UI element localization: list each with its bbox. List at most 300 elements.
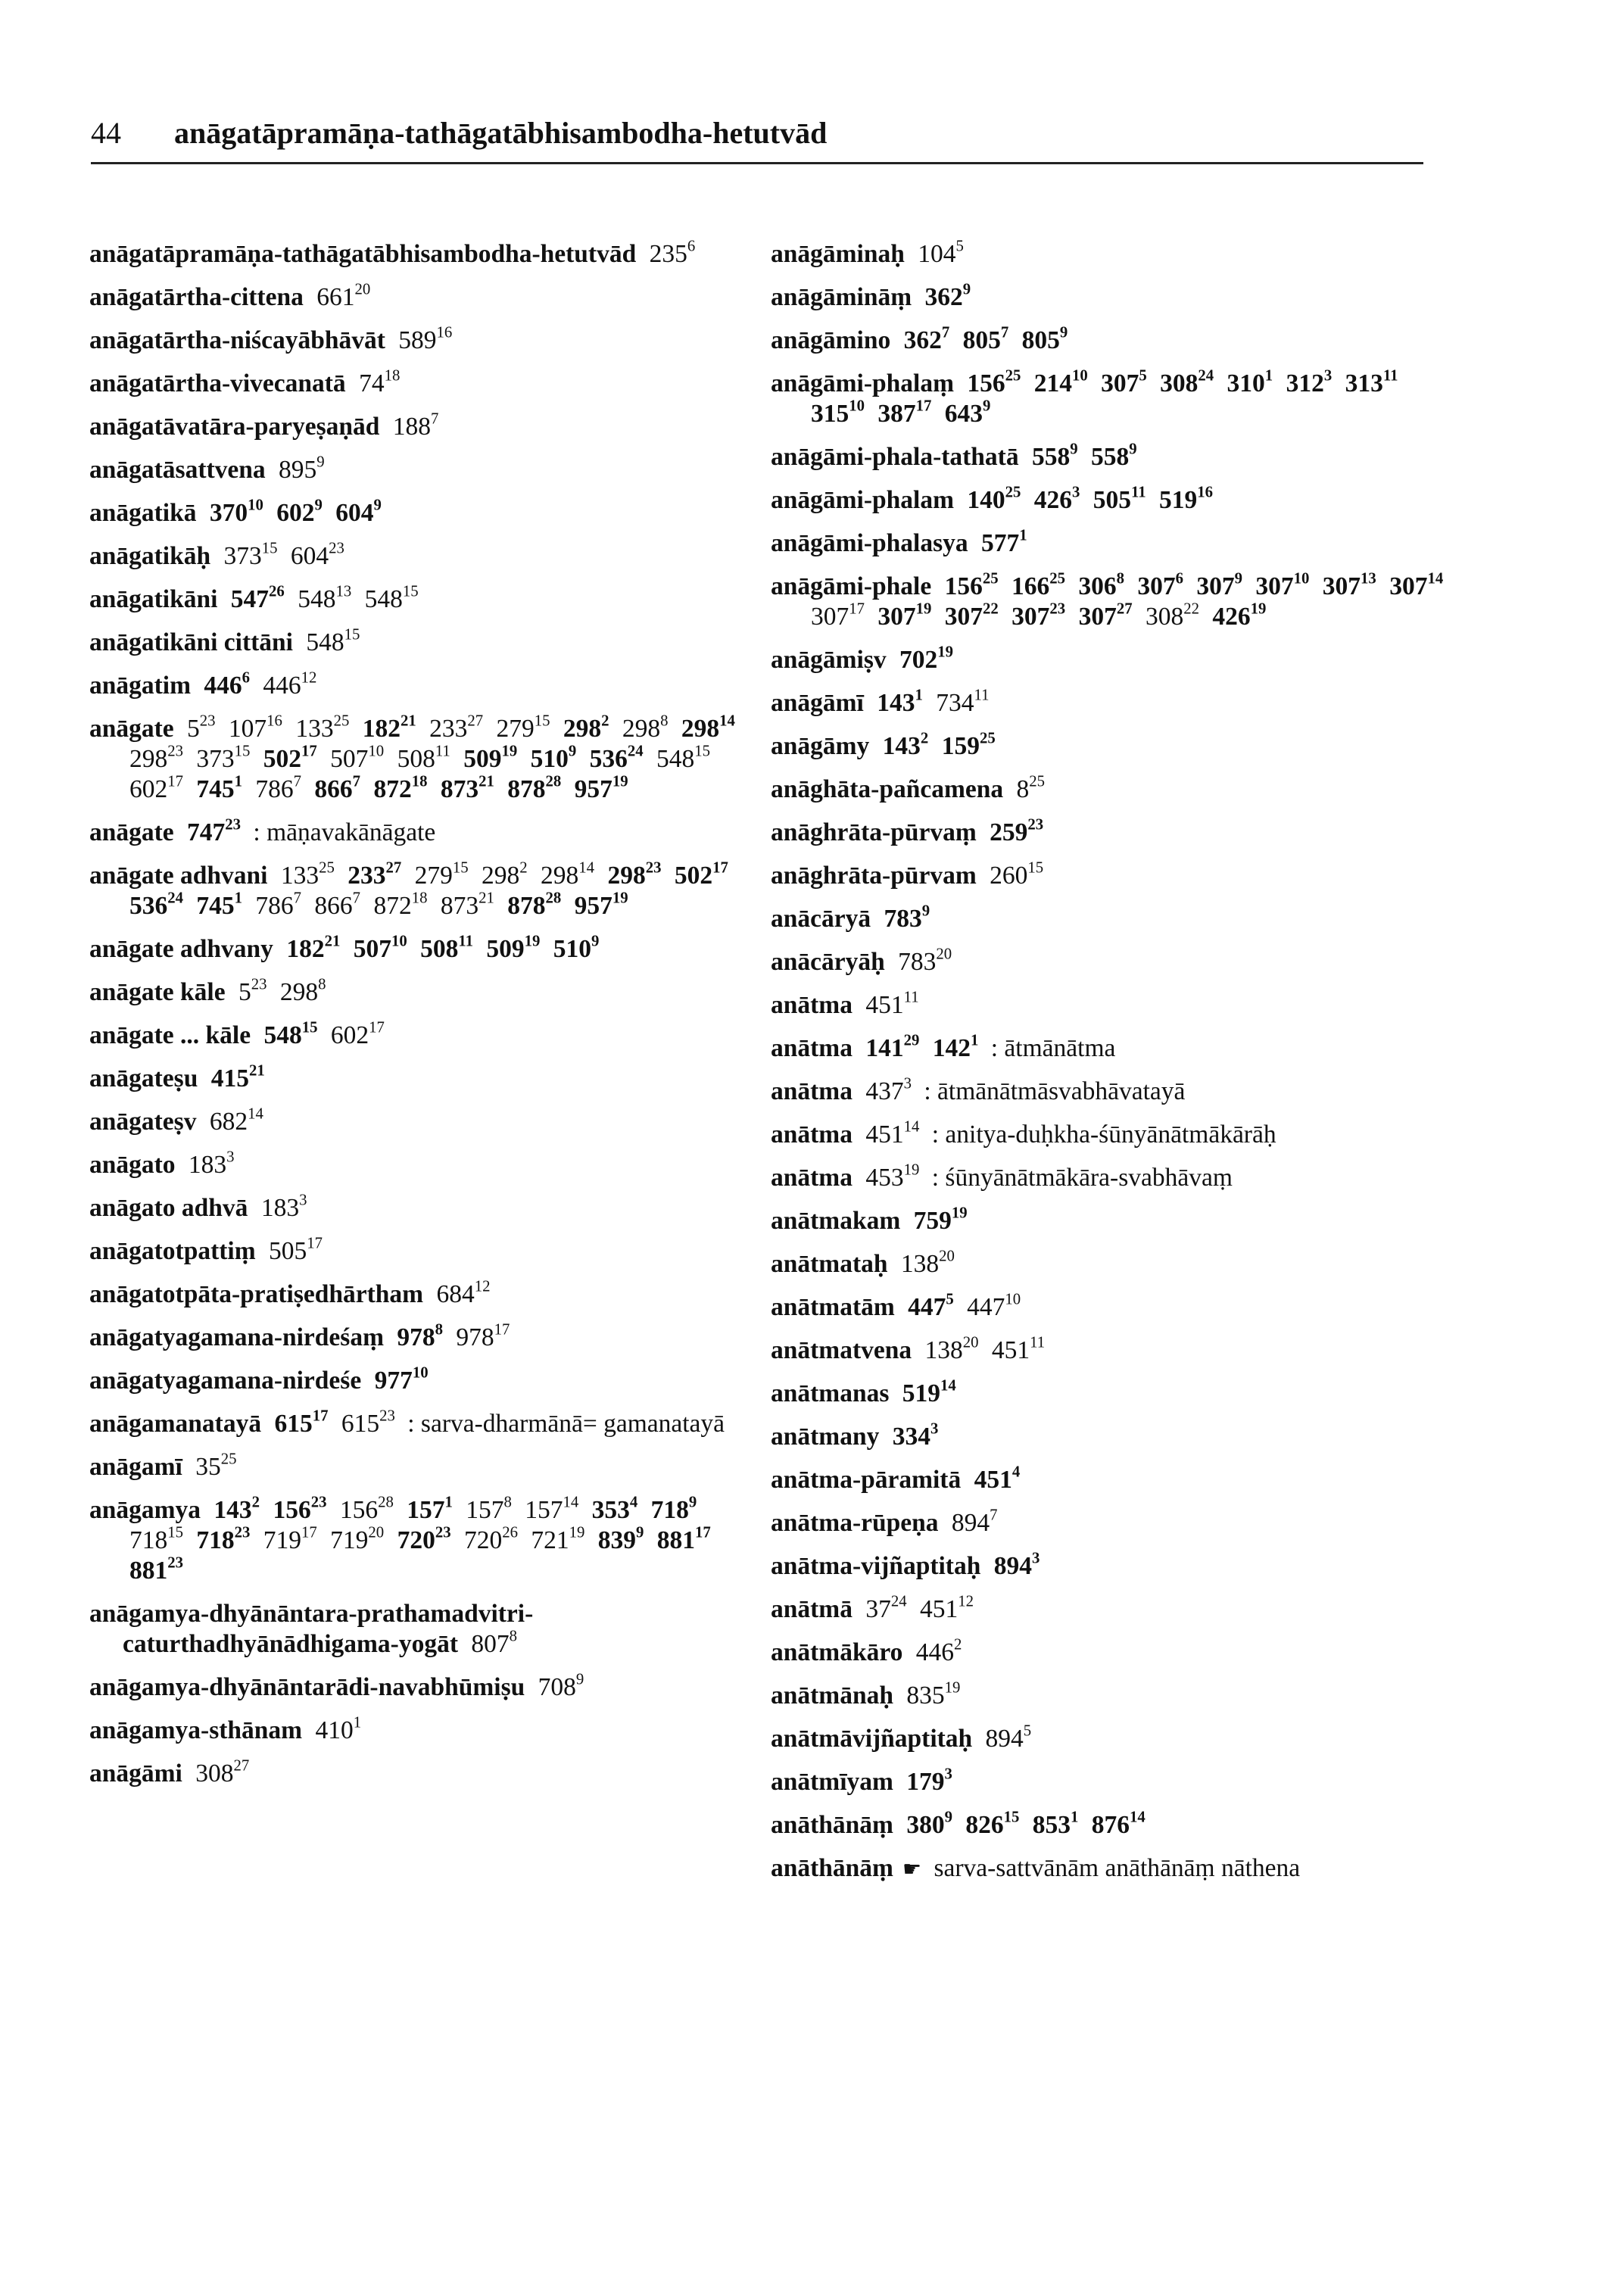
entry-headword: anāgatikā <box>89 499 197 527</box>
entry-headword: anātma <box>771 1121 853 1149</box>
entry-headword: anātmany <box>771 1423 880 1451</box>
line-number: 3 <box>930 1420 939 1438</box>
page-reference: $957^{19}$ <box>574 772 628 803</box>
line-number: 11 <box>1131 483 1146 501</box>
page-reference: $387^{17}$ <box>877 397 932 428</box>
index-entry <box>771 1033 1452 1064</box>
page-reference: $308^{24}$ <box>1160 366 1214 397</box>
line-number: 15 <box>344 625 360 644</box>
entry-headword: anātma <box>771 991 853 1019</box>
page-reference: $307^9$ <box>1196 569 1243 600</box>
page-reference: $745^1$ <box>196 772 243 803</box>
page-reference: $684^{12}$ <box>436 1277 491 1308</box>
page-reference: $107^{16}$ <box>228 712 282 743</box>
page-reference: $510^9$ <box>553 932 600 963</box>
page-reference: $156^{25}$ <box>944 569 999 600</box>
index-entry <box>771 239 1452 270</box>
line-number: 10 <box>1005 1290 1021 1308</box>
index-entry <box>89 861 763 921</box>
page-reference: $978^8$ <box>397 1320 443 1351</box>
line-number: 22 <box>983 600 999 618</box>
cross-reference: sarva-sattvānām anāthānāṃ nāthena <box>934 1854 1301 1882</box>
line-number: 24 <box>627 742 644 760</box>
page-reference: $866^7$ <box>314 889 361 920</box>
entry-headword: anāghrāta-pūrvaṃ <box>771 818 977 846</box>
page-reference: $133^{25}$ <box>295 712 350 743</box>
page-reference: $604^9$ <box>335 496 382 527</box>
index-entry <box>771 1767 1452 1797</box>
page-reference: $310^1$ <box>1227 366 1273 397</box>
line-number: 18 <box>411 889 428 907</box>
index-entry <box>89 239 763 270</box>
index-entry <box>89 1150 763 1180</box>
line-number: 23 <box>234 1523 251 1541</box>
line-number: 21 <box>400 712 416 730</box>
line-number: 22 <box>1183 600 1199 618</box>
page-reference: $279^{15}$ <box>414 859 469 890</box>
line-number: 19 <box>951 1204 968 1222</box>
page-reference: $536^{24}$ <box>589 742 644 773</box>
page-reference: $615^{23}$ <box>341 1407 395 1438</box>
line-number: 6 <box>242 669 251 687</box>
page-reference: $451^{11}$ <box>991 1333 1046 1364</box>
line-number: 9 <box>1059 323 1068 341</box>
page-reference: $878^{28}$ <box>507 889 562 920</box>
page-reference: $805^7$ <box>962 323 1009 354</box>
entry-headword: anāgāmināṃ <box>771 283 912 311</box>
index-entry <box>89 671 763 701</box>
page-reference: $446^6$ <box>204 669 251 700</box>
page-reference: $977^{10}$ <box>374 1364 429 1395</box>
page-reference: $519^{16}$ <box>1159 483 1214 514</box>
page-reference: $451^{12}$ <box>919 1592 974 1623</box>
entry-headword: anāghrāta-pūrvam <box>771 862 977 890</box>
line-number: 27 <box>1116 600 1133 618</box>
line-number: 17 <box>307 1234 323 1252</box>
page-reference: $5^{23}$ <box>238 975 267 1006</box>
page-reference: $602^{17}$ <box>129 772 184 803</box>
line-number: 25 <box>1049 569 1065 588</box>
line-number: 19 <box>569 1523 585 1541</box>
index-entry <box>771 1249 1452 1279</box>
line-number: 9 <box>568 742 577 760</box>
index-entry <box>89 541 763 572</box>
line-number: 9 <box>1129 440 1137 458</box>
line-number: 9 <box>635 1523 644 1541</box>
entry-headword: anātma-pāramitā <box>771 1466 962 1494</box>
page-reference: $259^{23}$ <box>990 815 1044 846</box>
page-reference: $786^7$ <box>255 889 302 920</box>
page-reference: $602^{17}$ <box>330 1018 385 1049</box>
line-number: 23 <box>1049 600 1066 618</box>
line-number: 23 <box>167 1554 184 1572</box>
entry-headword: anātmānaḥ <box>771 1682 893 1710</box>
index-column-left <box>89 239 763 1802</box>
line-number: 13 <box>1361 569 1376 588</box>
page-reference: $957^{19}$ <box>574 889 628 920</box>
line-number: 19 <box>501 742 518 760</box>
line-number: 14 <box>719 712 735 730</box>
page-reference: $298^{23}$ <box>607 859 662 890</box>
page-reference: $308^{22}$ <box>1145 600 1199 631</box>
page-reference: $453^{19}$ <box>865 1161 920 1192</box>
page-reference: $505^{17}$ <box>268 1234 323 1265</box>
cross-reference: : ātmānātmāsvabhāvatayā <box>924 1077 1186 1105</box>
line-number: 17 <box>494 1320 510 1339</box>
line-number: 9 <box>575 1670 584 1688</box>
line-number: 5 <box>955 237 964 255</box>
line-number: 7 <box>990 1506 998 1524</box>
line-number: 9 <box>373 496 382 514</box>
page-reference: $426^{19}$ <box>1212 600 1267 631</box>
entry-headword: anāgatim <box>89 672 191 700</box>
line-number: 17 <box>712 859 728 877</box>
index-entry <box>89 1320 763 1353</box>
page-reference: $279^{15}$ <box>496 712 550 743</box>
line-number: 11 <box>974 686 990 704</box>
line-number: 27 <box>467 712 484 730</box>
page-reference: $307^{10}$ <box>1255 569 1310 600</box>
index-entry <box>771 688 1452 718</box>
line-number: 24 <box>167 889 184 907</box>
entry-headword: anāgatikāni <box>89 585 218 613</box>
page-reference: $157^1$ <box>407 1493 453 1524</box>
line-number: 4 <box>1011 1463 1021 1481</box>
page-reference: $373^{15}$ <box>196 742 251 773</box>
entry-headword: anāgate ... kāle <box>89 1021 251 1049</box>
page-reference: $894^3$ <box>993 1549 1040 1580</box>
entry-headword: anāgāmi-phalam <box>771 486 954 514</box>
page-reference: $548^{15}$ <box>263 1018 318 1049</box>
line-number: 29 <box>903 1031 920 1049</box>
page-reference: $307^{23}$ <box>1011 600 1066 631</box>
line-number: 24 <box>1198 366 1214 385</box>
line-number: 19 <box>612 889 628 907</box>
entry-headword: anāgāmi-phalasya <box>771 529 968 557</box>
entry-headword: anāgatyagamana-nirdeśaṃ <box>89 1323 384 1351</box>
page-reference: $298^8$ <box>279 975 326 1006</box>
index-entry <box>89 1366 763 1396</box>
entry-headword: anāgatārtha-vivecanatā <box>89 369 346 397</box>
line-number: 17 <box>167 772 184 790</box>
index-entry <box>771 1810 1452 1840</box>
line-number: 17 <box>312 1407 329 1425</box>
page-reference: $720^{26}$ <box>463 1523 518 1554</box>
line-number: 14 <box>903 1117 920 1136</box>
index-entry <box>89 1713 763 1746</box>
index-entry <box>771 861 1452 891</box>
index-entry <box>771 569 1452 632</box>
line-number: 14 <box>1130 1808 1146 1826</box>
line-number: 7 <box>293 889 302 907</box>
index-entry <box>771 1206 1452 1236</box>
index-entry <box>771 1635 1452 1668</box>
line-number: 16 <box>436 323 453 341</box>
entry-headword: anātmanas <box>771 1379 890 1407</box>
entry-headword: anāgatārtha-niścayābhāvāt <box>89 326 385 354</box>
line-number: 8 <box>660 712 669 730</box>
line-number: 1 <box>1264 366 1273 385</box>
page-reference: $307^{14}$ <box>1389 569 1444 600</box>
entry-headword: anāgamya-dhyānāntarādi-navabhūmiṣu <box>89 1673 525 1701</box>
page-reference: $895^9$ <box>279 453 325 484</box>
entry-headword: anāgatotpāta-pratiṣedhārtham <box>89 1280 424 1308</box>
line-number: 17 <box>301 742 317 760</box>
page-reference: $373^{15}$ <box>223 539 278 570</box>
index-entry <box>89 1495 763 1586</box>
index-entry <box>89 1452 763 1482</box>
page-reference: $702^{19}$ <box>899 643 954 674</box>
line-number: 7 <box>352 889 361 907</box>
line-number: 11 <box>458 932 473 950</box>
line-number: 14 <box>940 1376 956 1395</box>
line-number: 18 <box>411 772 428 790</box>
entry-headword: anāgatyagamana-nirdeśe <box>89 1367 362 1395</box>
page-reference: $141^{29}$ <box>865 1031 920 1062</box>
index-entry <box>89 1018 763 1051</box>
page-reference: $183^3$ <box>188 1148 235 1179</box>
page-reference: $720^{23}$ <box>397 1523 451 1554</box>
index-entry <box>771 1333 1452 1366</box>
line-number: 15 <box>167 1523 184 1541</box>
line-number: 25 <box>1005 366 1021 385</box>
line-number: 23 <box>379 1407 395 1425</box>
page-reference: $298^8$ <box>622 712 669 743</box>
page-reference: $308^{27}$ <box>195 1756 250 1788</box>
page-reference: $718^{23}$ <box>196 1523 251 1554</box>
cross-reference: : māṇavakānāgate <box>253 818 436 846</box>
entry-headword: anāgāmī <box>771 689 864 717</box>
page-reference: $8^{25}$ <box>1016 772 1046 803</box>
index-entry <box>89 1672 763 1703</box>
entry-headword: anāgatāpramāṇa-tathāgatābhisambodha-hetutvād <box>89 240 637 268</box>
index-entry <box>89 1107 763 1137</box>
line-number: 3 <box>226 1148 235 1166</box>
page-reference: $307^{17}$ <box>811 600 865 631</box>
page-reference: $104^5$ <box>918 237 964 268</box>
index-entry <box>771 1117 1452 1150</box>
line-number: 9 <box>1234 569 1243 588</box>
line-number: 6 <box>687 237 696 255</box>
line-number: 9 <box>944 1808 952 1826</box>
line-number: 13 <box>335 582 352 600</box>
index-entry <box>89 977 763 1008</box>
entry-headword: anāgamya <box>89 1496 201 1524</box>
page-reference: $370^{10}$ <box>209 496 263 527</box>
index-entry <box>89 1409 763 1439</box>
line-number: 9 <box>983 397 991 415</box>
line-number: 16 <box>267 712 282 730</box>
line-number: 19 <box>937 643 954 661</box>
line-number: 10 <box>391 932 407 950</box>
page-reference: $447^{10}$ <box>967 1290 1021 1321</box>
page-reference: $577^1$ <box>980 526 1027 557</box>
line-number: 7 <box>431 410 439 428</box>
index-column-right <box>771 239 1452 1898</box>
line-number: 1 <box>915 686 923 704</box>
line-number: 8 <box>509 1627 518 1645</box>
line-number: 20 <box>939 1247 955 1265</box>
page-reference: $140^{25}$ <box>967 483 1021 514</box>
line-number: 10 <box>248 496 263 514</box>
entry-headword: anāthānāṃ <box>771 1854 893 1882</box>
entry-headword: anāgamanatayā <box>89 1410 262 1438</box>
pointing-hand-icon: ☛ <box>902 1858 922 1881</box>
line-number: 21 <box>248 1061 265 1080</box>
line-number: 28 <box>378 1493 394 1511</box>
index-entry <box>771 645 1452 675</box>
page-reference: $233^{27}$ <box>429 712 484 743</box>
page-reference: $298^{14}$ <box>541 859 595 890</box>
page-reference: $505^{11}$ <box>1093 483 1146 514</box>
page-reference: $881^{23}$ <box>129 1554 184 1585</box>
page-reference: $138^{20}$ <box>924 1333 979 1364</box>
page-reference: $307^{13}$ <box>1322 569 1376 600</box>
page-reference: $159^{25}$ <box>941 729 996 760</box>
line-number: 28 <box>545 772 562 790</box>
page-reference: $298^2$ <box>563 712 609 743</box>
line-number: 10 <box>1293 569 1310 588</box>
page-reference: $307^5$ <box>1101 366 1147 397</box>
index-entry <box>89 934 763 965</box>
index-entry <box>89 455 763 485</box>
page-reference: $807^8$ <box>471 1627 518 1658</box>
line-number: 3 <box>903 1074 912 1092</box>
line-number: 8 <box>318 975 326 993</box>
page-reference: $894^7$ <box>951 1506 998 1537</box>
page-reference: $35^{25}$ <box>195 1450 237 1481</box>
page-reference: $298^2$ <box>482 859 528 890</box>
page-reference: $446^2$ <box>915 1635 962 1666</box>
page-reference: $502^{17}$ <box>263 742 317 773</box>
line-number: 7 <box>352 772 361 790</box>
page-reference: $548^{15}$ <box>306 625 360 656</box>
line-number: 9 <box>314 496 323 514</box>
page-reference: $446^{12}$ <box>263 669 317 700</box>
line-number: 14 <box>578 859 595 877</box>
line-number: 19 <box>903 1161 920 1179</box>
page-reference: $307^{19}$ <box>877 600 932 631</box>
line-number: 1 <box>1071 1808 1079 1826</box>
entry-headword: anāghāta-pañcamena <box>771 775 1004 803</box>
line-number: 20 <box>936 945 952 963</box>
line-number: 25 <box>319 859 335 877</box>
entry-headword: anātmataḥ <box>771 1250 888 1278</box>
page-reference: $451^4$ <box>974 1463 1021 1494</box>
line-number: 15 <box>452 859 469 877</box>
entry-headword: anātmāvijñaptitaḥ <box>771 1725 973 1753</box>
page-reference: $138^{20}$ <box>900 1247 955 1278</box>
line-number: 23 <box>329 539 344 557</box>
index-entry <box>89 323 763 356</box>
page-reference: $839^9$ <box>597 1523 644 1554</box>
page-reference: $353^4$ <box>591 1493 638 1524</box>
page-reference: $260^{15}$ <box>990 859 1044 890</box>
page-reference: $878^{28}$ <box>507 772 562 803</box>
line-number: 2 <box>953 1635 962 1653</box>
line-number: 5 <box>946 1290 954 1308</box>
cross-reference: : sarva-dharmānā= gamanatayā <box>407 1410 725 1438</box>
line-number: 11 <box>435 742 450 760</box>
line-number: 9 <box>688 1493 697 1511</box>
page-reference: $156^{25}$ <box>967 366 1021 397</box>
line-number: 23 <box>310 1493 327 1511</box>
entry-headword: anāgamya-sthānam <box>89 1716 303 1744</box>
line-number: 11 <box>1030 1333 1046 1351</box>
line-number: 5 <box>1139 366 1147 385</box>
index-entry <box>89 1193 763 1223</box>
page-reference: $548^{15}$ <box>364 582 419 613</box>
page-reference: $826^{15}$ <box>965 1808 1020 1839</box>
entry-headword: anāgatāvatāra-paryeṣaṇād <box>89 413 380 441</box>
page-reference: $783^{20}$ <box>898 945 952 976</box>
page-reference: $519^{14}$ <box>902 1376 956 1407</box>
page-reference: $558^9$ <box>1031 440 1078 471</box>
line-number: 17 <box>849 600 865 618</box>
entry-headword: anācāryāḥ <box>771 948 885 976</box>
index-entry <box>89 714 763 805</box>
cross-reference: : ātmānātma <box>990 1034 1116 1062</box>
line-number: 10 <box>849 397 865 415</box>
line-number: 15 <box>694 742 710 760</box>
page-reference: $437^3$ <box>865 1074 912 1105</box>
page-reference: $589^{16}$ <box>398 323 453 354</box>
line-number: 14 <box>248 1105 263 1123</box>
page-reference: $37^{24}$ <box>865 1592 907 1623</box>
page-header <box>91 115 1423 164</box>
line-number: 16 <box>1197 483 1214 501</box>
line-number: 15 <box>1003 1808 1020 1826</box>
line-number: 9 <box>1070 440 1078 458</box>
page-reference: $362^7$ <box>903 323 950 354</box>
page-reference: $873^{21}$ <box>440 772 494 803</box>
page-reference: $188^7$ <box>392 410 439 441</box>
index-entry <box>89 1756 763 1789</box>
line-number: 14 <box>563 1493 579 1511</box>
entry-headword: anāgāmy <box>771 732 870 760</box>
line-number: 15 <box>534 712 550 730</box>
page-reference: $747^{23}$ <box>187 815 242 846</box>
page-reference: $558^9$ <box>1090 440 1137 471</box>
page-reference: $451^{14}$ <box>865 1117 920 1149</box>
page-reference: $509^{19}$ <box>463 742 518 773</box>
line-number: 15 <box>234 742 251 760</box>
page-reference: $853^1$ <box>1032 1808 1079 1839</box>
index-entry <box>89 1236 763 1267</box>
index-entry <box>89 498 763 528</box>
page-reference: $156^{28}$ <box>339 1493 394 1524</box>
page-reference: $872^{18}$ <box>373 772 428 803</box>
page-reference: $380^9$ <box>906 1808 952 1839</box>
index-entry <box>771 442 1452 472</box>
index-entry <box>89 282 763 313</box>
page-reference: $307^{27}$ <box>1078 600 1133 631</box>
index-entry <box>771 528 1452 559</box>
index-entry <box>771 1074 1452 1107</box>
line-number: 1 <box>234 889 243 907</box>
page-reference: $805^9$ <box>1021 323 1068 354</box>
page-reference: $74^{18}$ <box>359 366 401 397</box>
page-reference: $157^{14}$ <box>525 1493 579 1524</box>
page-reference: $143^2$ <box>214 1493 260 1524</box>
entry-headword: anāgatikāḥ <box>89 542 211 570</box>
page-reference: $783^9$ <box>884 902 930 933</box>
line-number: 7 <box>941 323 950 341</box>
page-reference: $547^{26}$ <box>230 582 285 613</box>
page-reference: $214^{10}$ <box>1033 366 1088 397</box>
page-reference: $872^{18}$ <box>373 889 428 920</box>
line-number: 11 <box>1382 366 1398 385</box>
